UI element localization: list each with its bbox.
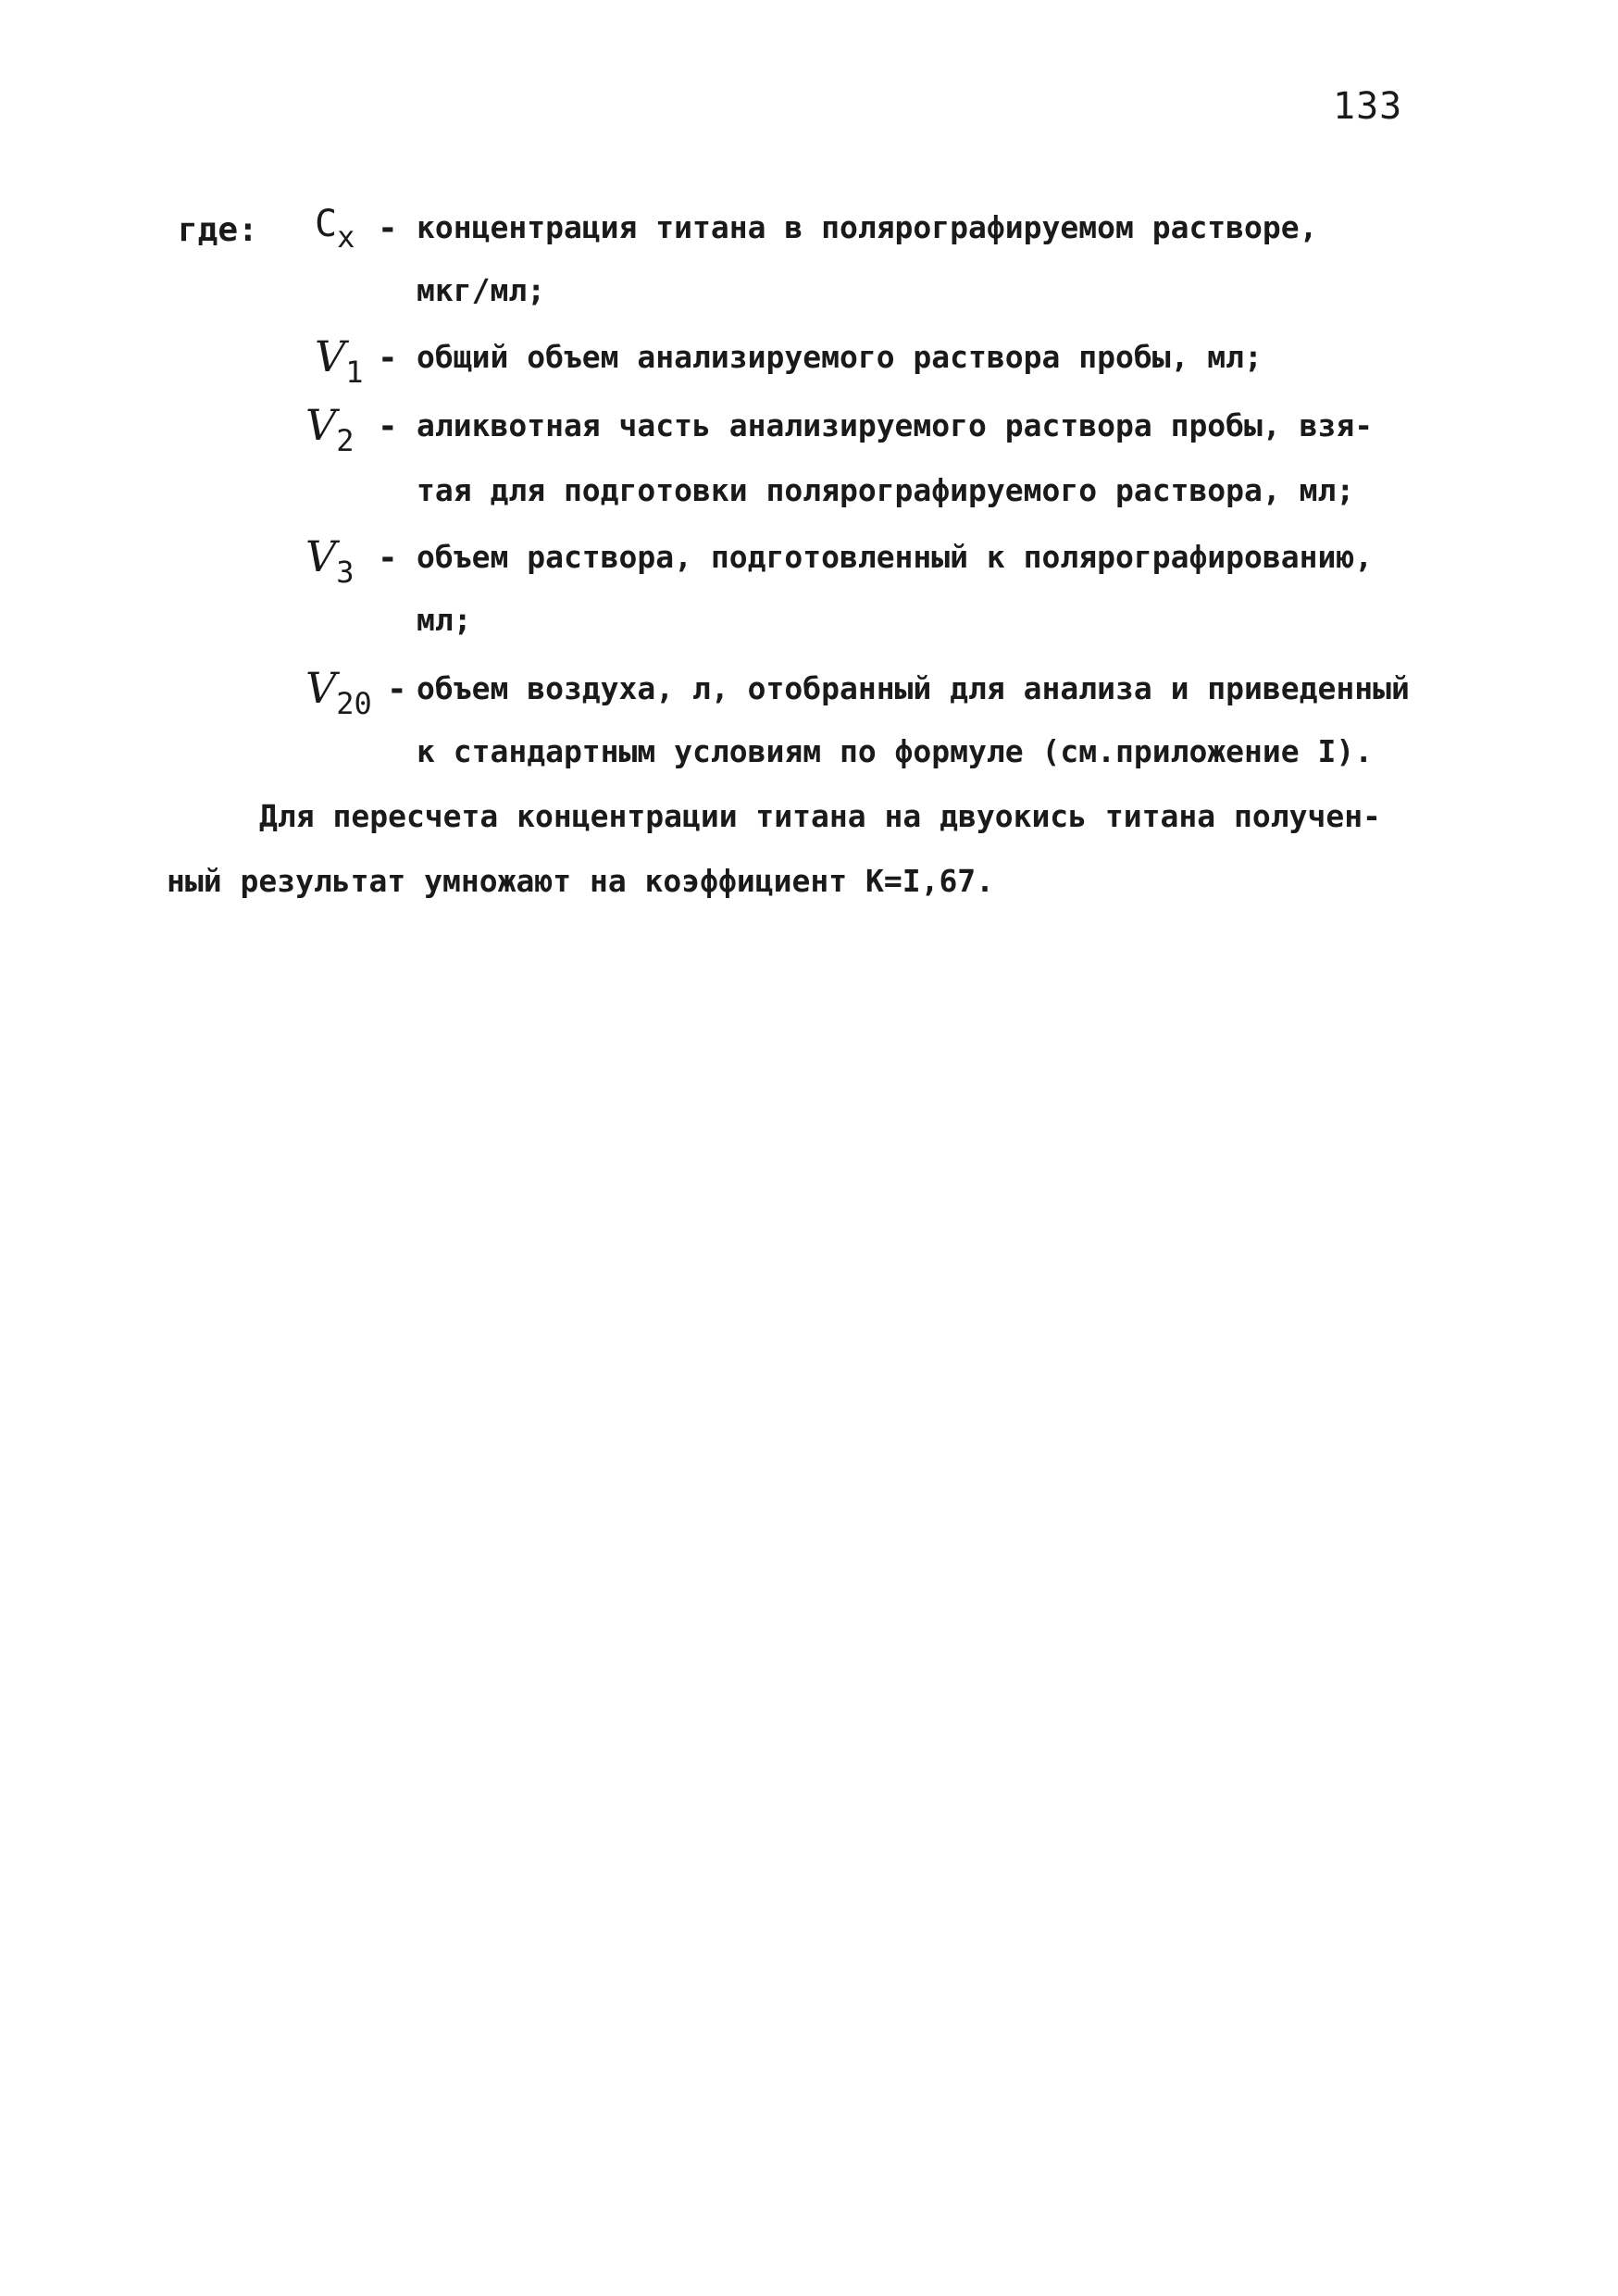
symbol-v2: $V_2$ (305, 400, 355, 458)
page-number: 133 (1333, 85, 1403, 128)
symbol-v3: $V_3$ (305, 531, 355, 590)
definition-dash: - (378, 339, 398, 377)
definition-text-continued: мкг/мл; (417, 272, 546, 308)
definition-text: аликвотная часть анализируемого раствора пробы, взя- (417, 407, 1374, 443)
definition-text-continued: к стандартным условиям по формуле (см.приложение I). (417, 733, 1374, 769)
definition-text: концентрация титана в полярографируемом растворе, (417, 209, 1318, 245)
definition-text: объем воздуха, л, отобранный для анализа и приведенный (417, 670, 1410, 706)
symbol-cx: $C_x$ (315, 203, 355, 255)
definition-dash: - (378, 407, 398, 445)
definition-text-continued: мл; (417, 602, 472, 638)
paragraph-line-1: Для пересчета концентрации титана на двуокись титана получен- (259, 798, 1381, 834)
definition-dash: - (387, 670, 407, 708)
paragraph-line-2: ный результат умножают на коэффициент К=I,67. (167, 863, 995, 899)
symbol-v1: $V_1$ (315, 331, 364, 390)
definition-dash: - (378, 209, 398, 247)
symbol-v20: $V_{20}$ (305, 663, 372, 721)
definition-text: общий объем анализируемого раствора пробы, мл; (417, 339, 1263, 375)
definition-text: объем раствора, подготовленный к полярографированию, (417, 539, 1374, 575)
definition-dash: - (378, 539, 398, 577)
definition-text-continued: тая для подготовки полярографируемого раствора, мл; (417, 472, 1355, 508)
where-label: где: (178, 211, 258, 249)
